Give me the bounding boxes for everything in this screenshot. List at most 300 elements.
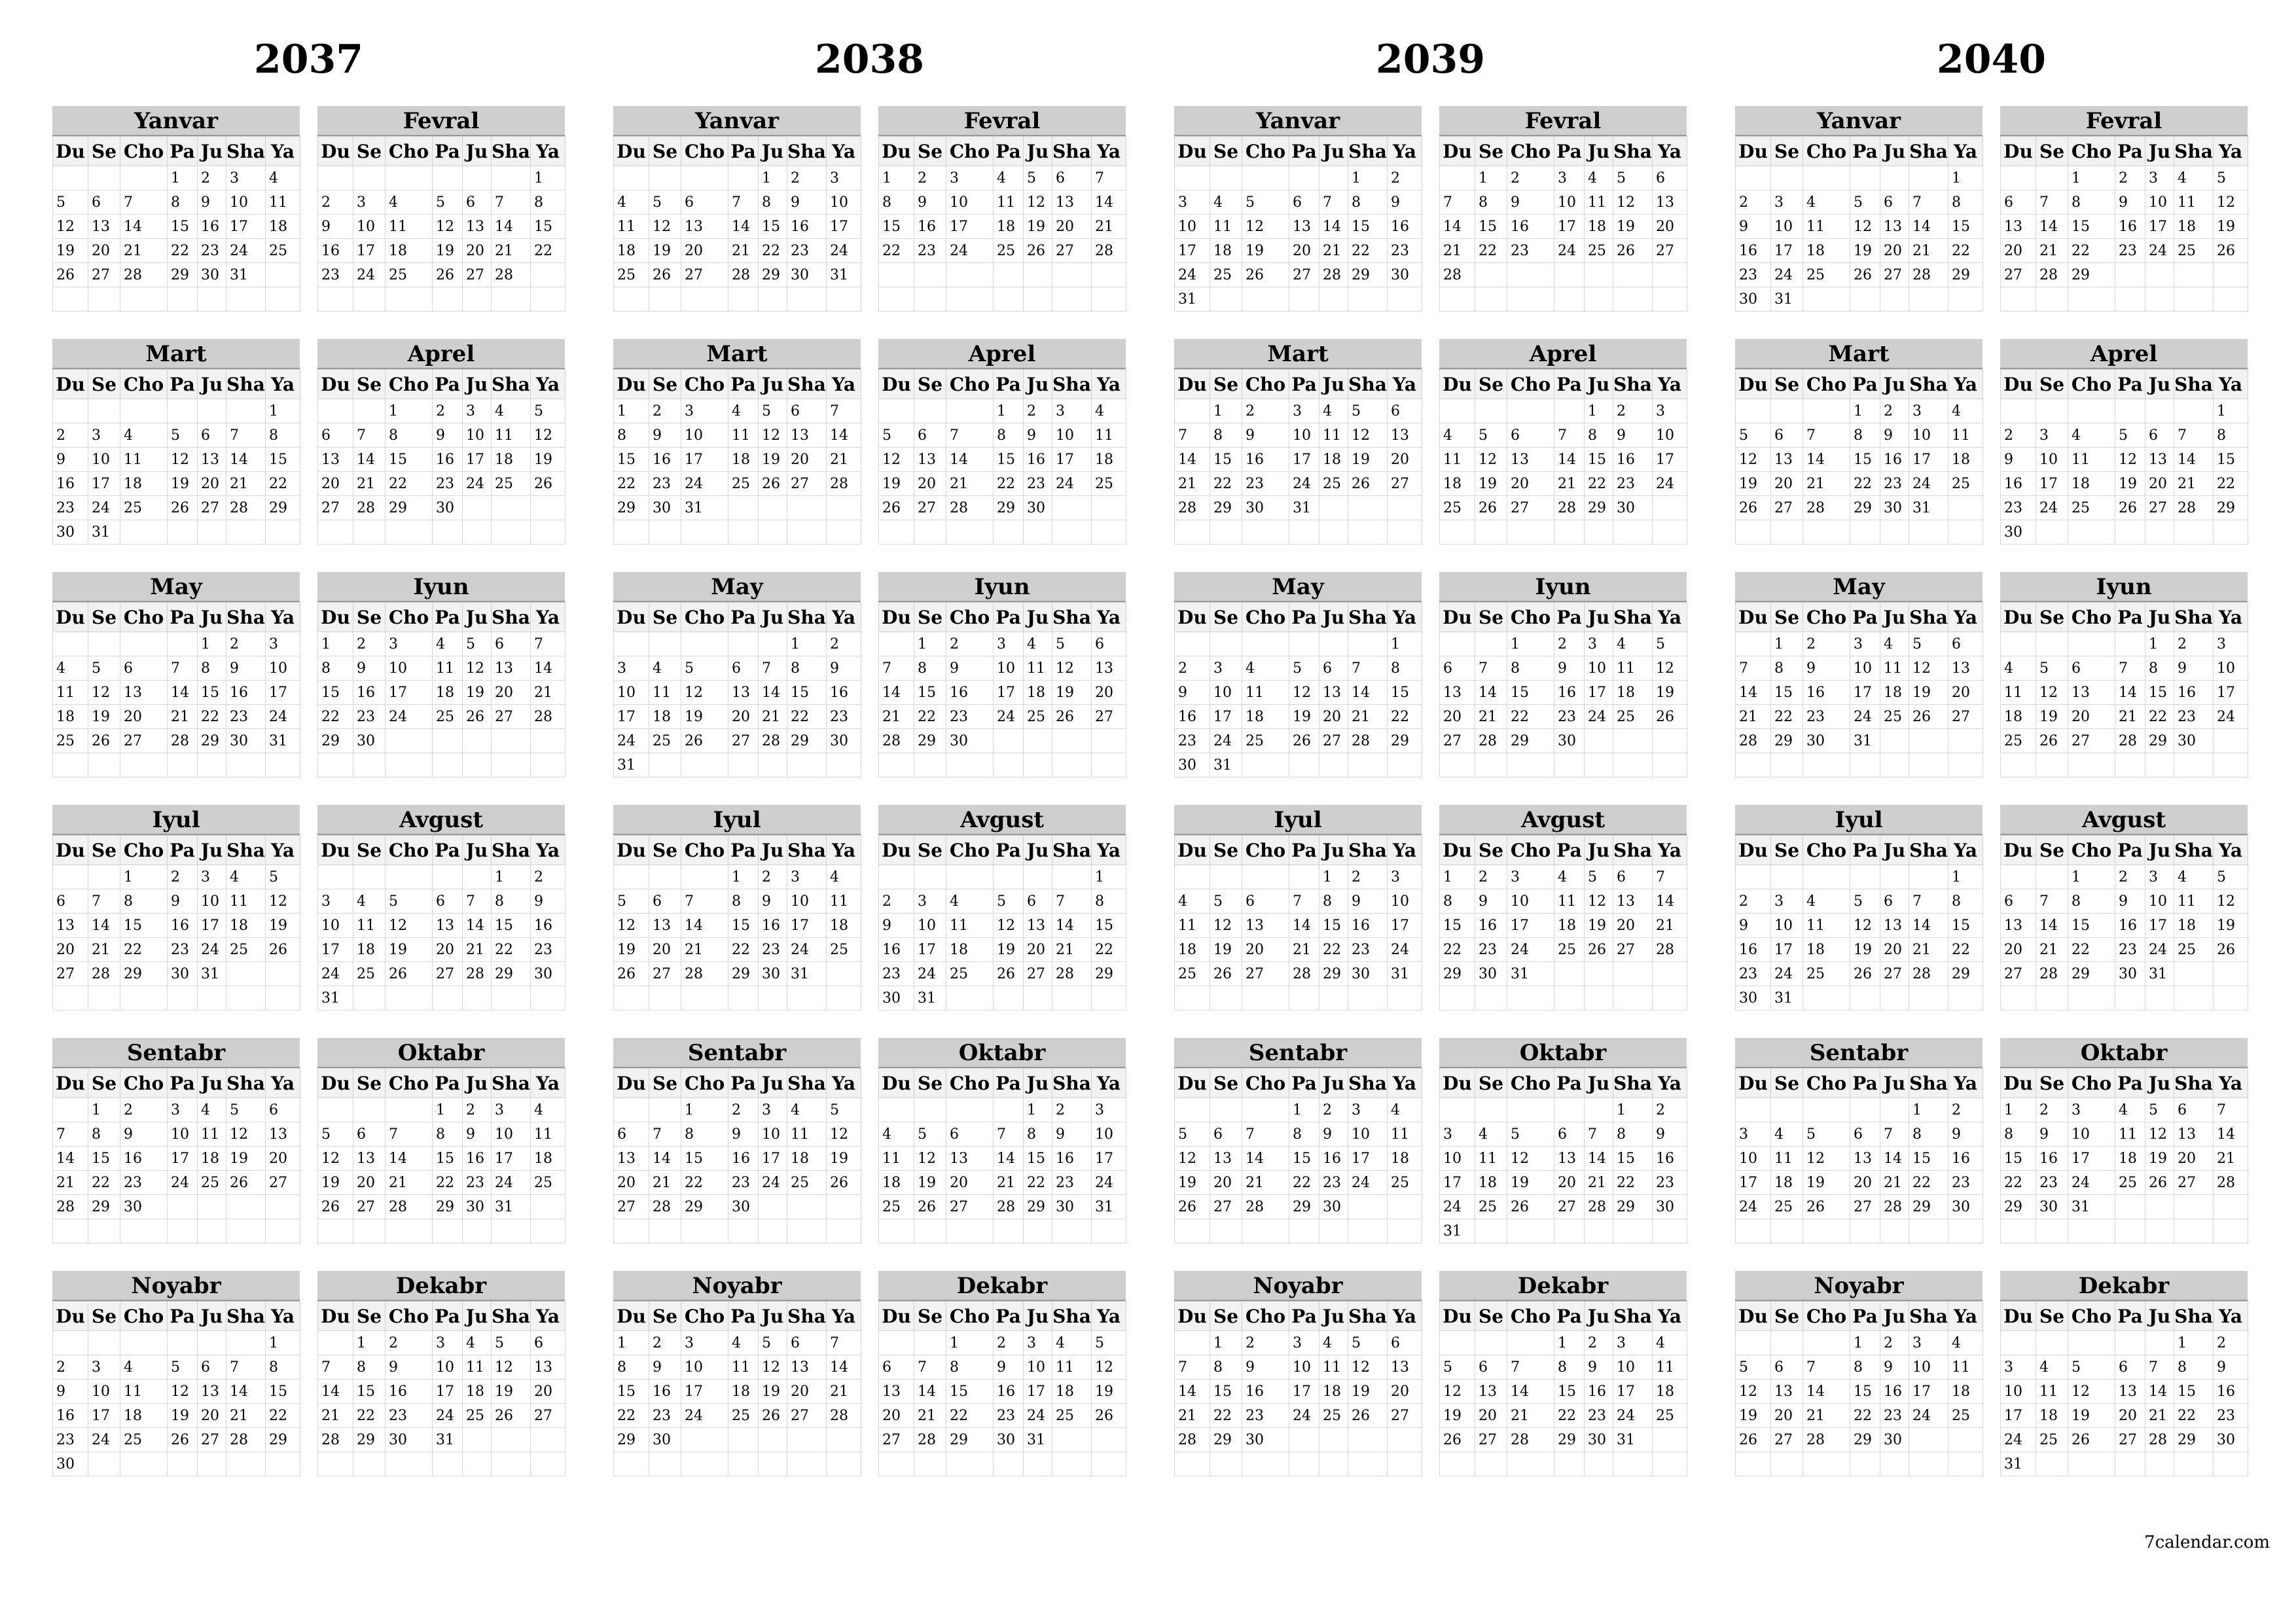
weekday-label: Pa	[728, 603, 759, 632]
day-cell: 10	[946, 190, 994, 215]
day-cell: 16	[1175, 705, 1210, 729]
day-cell: 3	[1210, 656, 1242, 681]
day-cell	[2115, 632, 2145, 656]
day-cell: 25	[1175, 962, 1210, 986]
day-cell: 8	[1850, 423, 1880, 448]
day-cell: 24	[1388, 938, 1422, 962]
day-cell: 19	[53, 239, 88, 263]
weekday-label: Ju	[1024, 1302, 1052, 1331]
week-row	[1440, 681, 1687, 705]
month-calendar	[1735, 572, 1982, 777]
day-cell: 21	[1909, 239, 1948, 263]
day-cell: 27	[614, 1195, 649, 1219]
day-cell: 29	[1850, 1428, 1880, 1452]
weekday-header-row	[2001, 370, 2248, 399]
day-cell: 17	[1909, 1380, 1948, 1404]
day-cell: 13	[1052, 190, 1092, 215]
week-row	[318, 423, 565, 448]
day-cell	[1024, 1452, 1052, 1476]
day-cell	[1210, 166, 1242, 190]
day-cell: 3	[827, 166, 861, 190]
day-cell	[120, 1452, 168, 1476]
week-row	[53, 889, 300, 914]
day-cell: 31	[1210, 753, 1242, 777]
day-cell: 2	[1948, 1098, 1983, 1122]
day-cell: 25	[463, 1404, 492, 1428]
day-cell: 8	[1771, 656, 1803, 681]
day-cell: 24	[386, 705, 433, 729]
day-cell: 28	[1348, 729, 1388, 753]
month-name: Iyun	[878, 572, 1126, 602]
day-cell: 8	[759, 190, 787, 215]
day-cell: 28	[1736, 729, 1771, 753]
day-cell: 16	[53, 472, 88, 496]
week-row	[1175, 656, 1422, 681]
day-cell: 27	[1092, 705, 1126, 729]
weekday-label: Ju	[1880, 1069, 1909, 1098]
week-row	[879, 1380, 1126, 1404]
day-cell	[1092, 496, 1126, 520]
day-cell: 12	[1736, 448, 1771, 472]
day-cell: 15	[1388, 681, 1422, 705]
day-cell: 2	[1319, 1098, 1348, 1122]
day-cell: 27	[53, 962, 88, 986]
weekday-header-row	[1175, 1302, 1422, 1331]
day-cell	[1850, 865, 1880, 889]
day-cell: 11	[1440, 448, 1475, 472]
weekday-header-row	[1736, 137, 1983, 166]
weekday-label: Ju	[1319, 137, 1348, 166]
day-cell: 12	[463, 656, 492, 681]
day-cell: 23	[2115, 938, 2145, 962]
day-cell: 30	[2036, 1195, 2068, 1219]
day-cell	[2036, 1331, 2068, 1355]
day-cell: 21	[728, 239, 759, 263]
day-cell: 17	[681, 1380, 728, 1404]
day-cell: 13	[2001, 215, 2036, 239]
day-cell: 28	[1175, 1428, 1210, 1452]
day-cell	[1507, 986, 1554, 1010]
week-row	[53, 729, 300, 753]
day-cell: 4	[649, 656, 681, 681]
day-cell	[827, 1219, 861, 1243]
day-cell: 17	[994, 681, 1024, 705]
week-row	[1440, 190, 1687, 215]
day-cell: 21	[1803, 472, 1850, 496]
day-cell: 6	[53, 889, 88, 914]
day-cell: 27	[433, 962, 463, 986]
day-cell	[2068, 986, 2115, 1010]
day-cell: 31	[1175, 287, 1210, 312]
day-cell: 9	[463, 1122, 492, 1147]
day-cell: 18	[353, 938, 386, 962]
day-cell: 9	[1507, 190, 1554, 215]
day-cell	[1475, 632, 1507, 656]
week-row	[614, 1452, 861, 1476]
day-cell	[2115, 399, 2145, 423]
day-cell: 9	[1242, 423, 1289, 448]
day-cell: 8	[1554, 1355, 1585, 1380]
day-cell: 16	[994, 1380, 1024, 1404]
day-cell: 15	[914, 681, 946, 705]
day-cell	[1475, 986, 1507, 1010]
day-cell: 9	[226, 656, 266, 681]
day-cell: 11	[1803, 914, 1850, 938]
weekday-label: Cho	[681, 603, 728, 632]
week-row	[318, 190, 565, 215]
day-cell: 15	[946, 1380, 994, 1404]
weekday-label: Sha	[1613, 370, 1653, 399]
day-cell: 1	[1092, 865, 1126, 889]
day-cell: 15	[1771, 681, 1803, 705]
day-cell: 7	[168, 656, 198, 681]
week-row	[879, 472, 1126, 496]
day-cell: 15	[531, 215, 565, 239]
day-cell: 19	[1850, 239, 1880, 263]
weekday-label: Cho	[120, 1069, 168, 1098]
day-cell: 7	[1554, 423, 1585, 448]
day-cell	[994, 1098, 1024, 1122]
day-cell: 30	[1736, 986, 1771, 1010]
week-row	[2001, 1219, 2248, 1243]
day-cell: 30	[120, 1195, 168, 1219]
day-cell	[1175, 1219, 1210, 1243]
day-cell	[1052, 263, 1092, 287]
day-cell: 12	[168, 1380, 198, 1404]
day-cell: 8	[994, 423, 1024, 448]
day-cell	[1319, 986, 1348, 1010]
day-cell: 8	[1507, 656, 1554, 681]
day-cell	[728, 166, 759, 190]
day-cell: 9	[120, 1122, 168, 1147]
day-cell: 27	[1613, 938, 1653, 962]
day-cell: 29	[914, 729, 946, 753]
week-row	[318, 1219, 565, 1243]
day-cell	[53, 287, 88, 312]
day-cell	[1475, 753, 1507, 777]
day-cell	[2068, 1331, 2115, 1355]
day-cell: 8	[728, 889, 759, 914]
day-cell: 28	[2214, 1171, 2248, 1195]
day-cell: 6	[1388, 399, 1422, 423]
week-row	[1175, 1098, 1422, 1122]
day-cell: 13	[198, 448, 226, 472]
day-cell: 19	[463, 681, 492, 705]
weekday-label: Du	[53, 1302, 88, 1331]
day-cell: 28	[1803, 496, 1850, 520]
day-cell	[2115, 287, 2145, 312]
day-cell: 13	[198, 1380, 226, 1404]
week-row	[879, 865, 1126, 889]
day-cell: 4	[386, 190, 433, 215]
day-cell: 28	[1440, 263, 1475, 287]
day-cell	[1585, 263, 1613, 287]
day-cell	[681, 986, 728, 1010]
weekday-label: Se	[2036, 603, 2068, 632]
day-cell: 7	[2145, 1355, 2174, 1380]
day-cell: 7	[649, 1122, 681, 1147]
day-cell	[1803, 753, 1850, 777]
day-cell: 27	[353, 1195, 386, 1219]
day-cell: 10	[353, 215, 386, 239]
day-cell: 9	[946, 656, 994, 681]
day-cell	[386, 1219, 433, 1243]
day-cell: 6	[433, 889, 463, 914]
day-cell: 10	[1024, 1355, 1052, 1380]
weekday-label: Se	[649, 836, 681, 865]
day-cell: 20	[1319, 705, 1348, 729]
day-cell: 6	[531, 1331, 565, 1355]
day-cell	[1850, 753, 1880, 777]
week-row	[53, 1122, 300, 1147]
day-cell: 3	[198, 865, 226, 889]
day-cell: 1	[1948, 865, 1983, 889]
day-cell: 4	[2001, 656, 2036, 681]
day-cell: 7	[1242, 1122, 1289, 1147]
day-cell: 24	[1909, 472, 1948, 496]
day-cell: 20	[1388, 1380, 1422, 1404]
day-cell	[1092, 287, 1126, 312]
weekday-label: Ju	[198, 1302, 226, 1331]
day-cell	[1440, 520, 1475, 544]
weekday-label: Ju	[1585, 137, 1613, 166]
day-cell: 11	[1319, 423, 1348, 448]
day-cell: 28	[2174, 496, 2214, 520]
week-row	[1736, 215, 1983, 239]
day-cell: 26	[1092, 1404, 1126, 1428]
day-cell: 8	[531, 190, 565, 215]
weekday-label: Se	[353, 836, 386, 865]
month-name: Fevral	[878, 106, 1126, 136]
month-calendar	[1439, 339, 1687, 544]
weekday-label: Du	[318, 370, 353, 399]
day-cell: 25	[266, 239, 300, 263]
week-row	[879, 1404, 1126, 1428]
week-row	[1175, 263, 1422, 287]
day-cell: 17	[1175, 239, 1210, 263]
day-cell: 12	[1850, 215, 1880, 239]
day-cell: 26	[386, 962, 433, 986]
weekday-label: Pa	[994, 137, 1024, 166]
day-cell: 15	[2145, 681, 2174, 705]
weekday-label: Se	[88, 1069, 120, 1098]
day-cell: 28	[1289, 962, 1319, 986]
day-cell: 27	[1388, 472, 1422, 496]
day-cell: 29	[1348, 263, 1388, 287]
day-cell: 4	[1948, 399, 1983, 423]
week-row	[318, 1331, 565, 1355]
weekday-label: Pa	[1289, 1302, 1319, 1331]
day-cell: 23	[1803, 705, 1850, 729]
weekday-label: Se	[88, 370, 120, 399]
day-cell: 22	[198, 705, 226, 729]
day-cell: 5	[614, 889, 649, 914]
day-cell: 17	[1736, 1171, 1771, 1195]
day-cell: 13	[787, 423, 827, 448]
day-cell	[2174, 1195, 2214, 1219]
day-cell: 1	[531, 166, 565, 190]
week-row	[614, 986, 861, 1010]
day-cell: 20	[614, 1171, 649, 1195]
day-cell: 14	[2036, 215, 2068, 239]
day-cell: 17	[1613, 1380, 1653, 1404]
day-cell: 12	[318, 1147, 353, 1171]
month-name: Noyabr	[613, 1271, 861, 1301]
day-cell	[353, 1098, 386, 1122]
weekday-label: Ju	[1880, 603, 1909, 632]
day-cell: 1	[614, 1331, 649, 1355]
weekday-label: Sha	[226, 603, 266, 632]
weekday-label: Sha	[226, 137, 266, 166]
month-grid	[2000, 1301, 2248, 1476]
day-cell	[827, 496, 861, 520]
day-cell: 13	[681, 215, 728, 239]
weekday-label: Pa	[2115, 1069, 2145, 1098]
weekday-label: Cho	[1242, 1069, 1289, 1098]
day-cell: 20	[1388, 448, 1422, 472]
day-cell: 14	[1175, 1380, 1210, 1404]
month-name: Dekabr	[1439, 1271, 1687, 1301]
day-cell: 29	[759, 263, 787, 287]
month-calendar	[52, 106, 300, 312]
week-row	[1736, 1452, 1983, 1476]
day-cell: 20	[1850, 1171, 1880, 1195]
day-cell: 7	[2115, 656, 2145, 681]
day-cell: 27	[1289, 263, 1319, 287]
week-row	[879, 1122, 1126, 1147]
weekday-label: Ju	[2145, 1069, 2174, 1098]
day-cell: 5	[1348, 1331, 1388, 1355]
weekday-label: Du	[1440, 603, 1475, 632]
month-name: May	[1735, 572, 1982, 602]
day-cell: 30	[1803, 729, 1850, 753]
day-cell: 7	[1348, 656, 1388, 681]
day-cell: 23	[1175, 729, 1210, 753]
week-row	[1175, 705, 1422, 729]
day-cell: 10	[1210, 681, 1242, 705]
day-cell: 31	[1909, 496, 1948, 520]
day-cell: 31	[1388, 962, 1422, 986]
day-cell: 1	[914, 632, 946, 656]
day-cell	[1440, 1452, 1475, 1476]
day-cell: 5	[759, 1331, 787, 1355]
day-cell: 21	[1736, 705, 1771, 729]
day-cell: 20	[2001, 239, 2036, 263]
weekday-label: Ya	[2214, 1069, 2248, 1098]
day-cell: 16	[728, 1147, 759, 1171]
weekday-header-row	[1736, 1302, 1983, 1331]
day-cell: 14	[492, 215, 531, 239]
day-cell	[1613, 986, 1653, 1010]
day-cell: 15	[1092, 914, 1126, 938]
day-cell: 21	[168, 705, 198, 729]
day-cell: 16	[759, 914, 787, 938]
day-cell: 26	[1850, 263, 1880, 287]
day-cell: 1	[879, 166, 914, 190]
weekday-label: Pa	[1850, 603, 1880, 632]
day-cell	[386, 166, 433, 190]
day-cell	[1289, 865, 1319, 889]
day-cell: 26	[2214, 239, 2248, 263]
weekday-label: Sha	[1613, 603, 1653, 632]
day-cell: 9	[2115, 889, 2145, 914]
day-cell: 3	[2036, 423, 2068, 448]
month-calendar	[1174, 1271, 1422, 1476]
week-row	[614, 472, 861, 496]
month-grid	[1735, 369, 1983, 544]
day-cell: 24	[433, 1404, 463, 1428]
day-cell: 26	[1909, 705, 1948, 729]
month-grid	[613, 835, 861, 1010]
day-cell	[53, 753, 88, 777]
day-cell	[168, 399, 198, 423]
day-cell	[1771, 1219, 1803, 1243]
day-cell	[994, 865, 1024, 889]
day-cell: 2	[120, 1098, 168, 1122]
day-cell	[1771, 520, 1803, 544]
weekday-label: Ya	[1388, 603, 1422, 632]
week-row	[1175, 681, 1422, 705]
day-cell: 20	[531, 1380, 565, 1404]
weekday-label: Pa	[1850, 1302, 1880, 1331]
week-row	[2001, 423, 2248, 448]
week-row	[614, 632, 861, 656]
day-cell	[1653, 986, 1687, 1010]
weekday-label: Cho	[386, 370, 433, 399]
day-cell: 18	[1803, 239, 1850, 263]
month-grid	[613, 369, 861, 544]
day-cell	[318, 520, 353, 544]
day-cell: 23	[827, 705, 861, 729]
day-cell: 20	[1475, 1404, 1507, 1428]
day-cell: 25	[1052, 1404, 1092, 1428]
weekday-label: Ju	[1024, 370, 1052, 399]
week-row	[1440, 1195, 1687, 1219]
day-cell: 14	[226, 448, 266, 472]
weekday-label: Se	[353, 1302, 386, 1331]
day-cell	[1850, 1098, 1880, 1122]
day-cell: 7	[728, 190, 759, 215]
day-cell: 12	[1585, 889, 1613, 914]
week-row	[879, 1098, 1126, 1122]
week-row	[879, 190, 1126, 215]
day-cell: 17	[946, 215, 994, 239]
day-cell	[1771, 1452, 1803, 1476]
day-cell: 6	[1771, 423, 1803, 448]
weekday-label: Ya	[827, 137, 861, 166]
day-cell: 20	[787, 448, 827, 472]
weekday-label: Cho	[1242, 137, 1289, 166]
day-cell: 19	[759, 1380, 787, 1404]
day-cell: 30	[759, 962, 787, 986]
day-cell	[827, 962, 861, 986]
day-cell	[1507, 263, 1554, 287]
day-cell	[1289, 1428, 1319, 1452]
day-cell: 15	[1613, 1147, 1653, 1171]
weekday-header-row	[318, 137, 565, 166]
weekday-label: Sha	[492, 1302, 531, 1331]
day-cell: 12	[1175, 1147, 1210, 1171]
day-cell: 24	[1210, 729, 1242, 753]
week-row	[879, 496, 1126, 520]
day-cell: 2	[318, 190, 353, 215]
day-cell: 11	[1948, 423, 1983, 448]
day-cell	[1440, 1098, 1475, 1122]
day-cell	[1880, 729, 1909, 753]
day-cell: 10	[1771, 215, 1803, 239]
day-cell: 9	[1388, 190, 1422, 215]
day-cell	[1909, 166, 1948, 190]
